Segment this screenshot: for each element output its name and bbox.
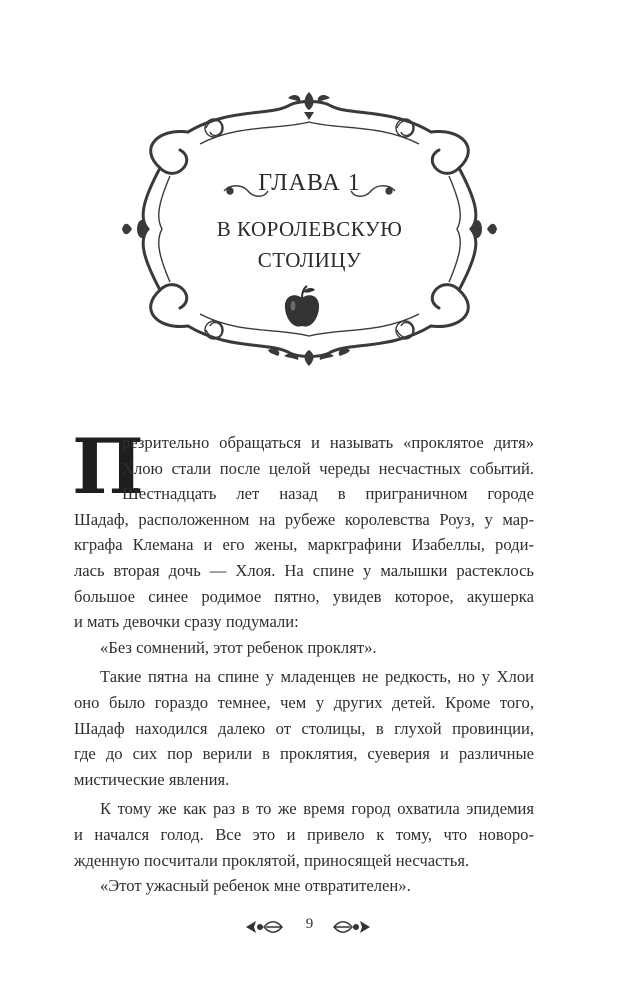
chapter-number: ГЛАВА 1 <box>258 170 361 196</box>
chapter-title-line-2: СТОЛИЦУ <box>257 248 362 272</box>
text-line: лась вторая дочь — Хлоя. На спине у малышки растеклось <box>74 560 534 580</box>
text-line: большое синее родимое пятно, увидев которое, акушерка <box>74 586 534 606</box>
body-text <box>74 430 534 899</box>
text-line: Шадаф, расположенном на рубеже королевства Роуз, у мар- <box>74 509 534 529</box>
text-line: Хлою стали после целой череды несчастных событий. <box>122 458 534 478</box>
text-line: и начался голод. Все это и привело к тому, что новоро- <box>74 824 534 844</box>
text-line: где до сих пор верили в проклятия, суеверия и различные <box>74 744 534 764</box>
drop-cap-letter: П <box>72 422 144 511</box>
text-line: жденную посчитали проклятой, приносящей несчастья. <box>74 850 470 870</box>
page-number: 9 <box>305 916 314 932</box>
page-footer <box>0 912 619 942</box>
text-line: кграфа Клемана и его жены, маркграфини Изабеллы, роди- <box>74 535 534 555</box>
chapter-title-line-1: В КОРОЛЕВСКУЮ <box>216 217 403 241</box>
text-line: мистические явления. <box>74 769 230 789</box>
text-line: оно было гораздо темнее, чем у других детей. Кроме того, <box>74 692 534 712</box>
fleuron-icon <box>332 916 372 938</box>
text-line: Шадаф находился далеко от столицы, в глухой провинции, <box>74 718 534 738</box>
text-line: Такие пятна на спине у младенцев не редкость, но у Хлои <box>100 667 534 687</box>
quote-line: «Этот ужасный ребенок мне отвратителен». <box>100 876 411 896</box>
text-line: Шестнадцать лет назад в приграничном городе <box>122 484 534 504</box>
chapter-title <box>0 214 619 276</box>
apple-icon <box>282 284 322 330</box>
text-line: резрительно обращаться и называть «проклятое дитя» <box>122 433 534 452</box>
quote-line: «Без сомнений, этот ребенок проклят». <box>100 637 377 657</box>
text-line: К тому же как раз в то же время город охватила эпидемия <box>100 799 534 819</box>
text-line: и мать девочки сразу подумали: <box>74 612 299 632</box>
